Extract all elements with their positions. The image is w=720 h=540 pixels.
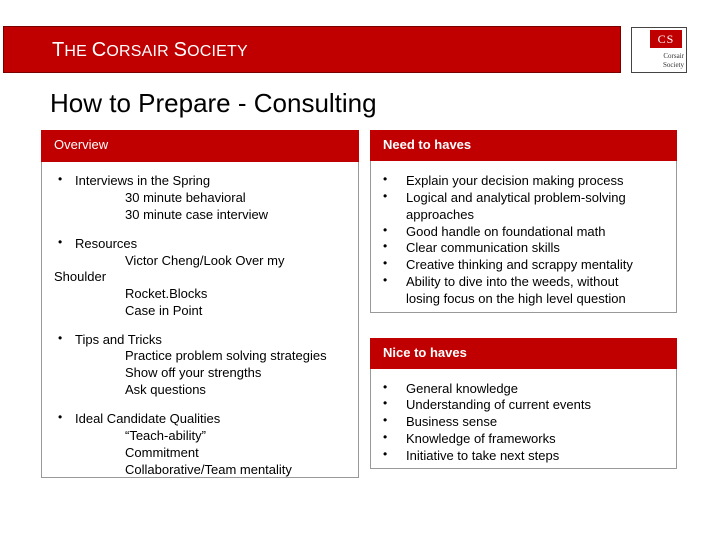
- bullet: •: [383, 256, 388, 270]
- bullet: •: [383, 447, 388, 461]
- nice-item: Knowledge of frameworks: [406, 431, 556, 446]
- corsair-society-logo: [631, 27, 687, 73]
- nice-item: Initiative to take next steps: [406, 448, 560, 463]
- title-part: HE: [64, 43, 92, 60]
- bullet: •: [383, 223, 388, 237]
- need-item: losing focus on the high level question: [406, 291, 626, 306]
- need-item: Logical and analytical problem-solving: [406, 190, 626, 205]
- overview-item: Shoulder: [54, 269, 107, 284]
- overview-item: “Teach-ability”: [125, 428, 206, 443]
- overview-item: Practice problem solving strategies: [125, 348, 327, 363]
- need-item: Clear communication skills: [406, 240, 560, 255]
- bullet: •: [383, 430, 388, 444]
- overview-item: 30 minute behavioral: [125, 190, 246, 205]
- need-item: Creative thinking and scrappy mentality: [406, 257, 633, 272]
- nice-item: Business sense: [406, 414, 498, 429]
- overview-heading: Overview: [41, 130, 359, 162]
- bullet: •: [383, 413, 388, 427]
- bullet: •: [383, 273, 388, 287]
- overview-item: 30 minute case interview: [125, 207, 269, 222]
- header-title: [52, 39, 248, 62]
- bullet: •: [383, 189, 388, 203]
- need-item: approaches: [406, 207, 474, 222]
- title-part: OCIETY: [187, 43, 248, 60]
- overview-item: Case in Point: [125, 303, 203, 318]
- logo-text-line1: Corsair: [663, 52, 684, 60]
- need-to-haves-heading: Need to haves: [370, 130, 677, 161]
- nice-item: Understanding of current events: [406, 397, 591, 412]
- bullet: •: [58, 410, 63, 424]
- overview-item: Victor Cheng/Look Over my: [125, 253, 285, 268]
- logo-text-line2: Society: [663, 61, 684, 69]
- nice-to-haves-heading: Nice to haves: [370, 338, 677, 369]
- need-item: Ability to dive into the weeds, without: [406, 274, 619, 289]
- title-part: T: [52, 39, 65, 61]
- bullet: •: [383, 396, 388, 410]
- bullet: •: [383, 380, 388, 394]
- bullet: •: [383, 172, 388, 186]
- overview-item: Rocket.Blocks: [125, 286, 208, 301]
- need-item: Explain your decision making process: [406, 173, 624, 188]
- page-title: How to Prepare - Consulting: [50, 88, 377, 118]
- bullet: •: [58, 331, 63, 345]
- title-part: S: [173, 39, 188, 61]
- bullet: •: [58, 172, 63, 186]
- overview-item: Ask questions: [125, 382, 206, 397]
- title-part: ORSAIR: [106, 43, 174, 60]
- overview-item: Collaborative/Team mentality: [125, 462, 292, 477]
- bullet: •: [58, 235, 63, 249]
- bullet: •: [383, 239, 388, 253]
- overview-section-title: Resources: [75, 236, 138, 251]
- overview-item: Commitment: [125, 445, 199, 460]
- overview-section-title: Interviews in the Spring: [75, 173, 211, 188]
- need-item: Good handle on foundational math: [406, 224, 606, 239]
- logo-monogram: CS: [650, 30, 682, 48]
- overview-item: Show off your strengths: [125, 365, 262, 380]
- logo-text: [634, 52, 684, 70]
- overview-section-title: Ideal Candidate Qualities: [75, 411, 221, 426]
- title-part: C: [91, 39, 107, 61]
- nice-item: General knowledge: [406, 381, 519, 396]
- header-bar: [3, 26, 621, 73]
- overview-section-title: Tips and Tricks: [75, 332, 162, 347]
